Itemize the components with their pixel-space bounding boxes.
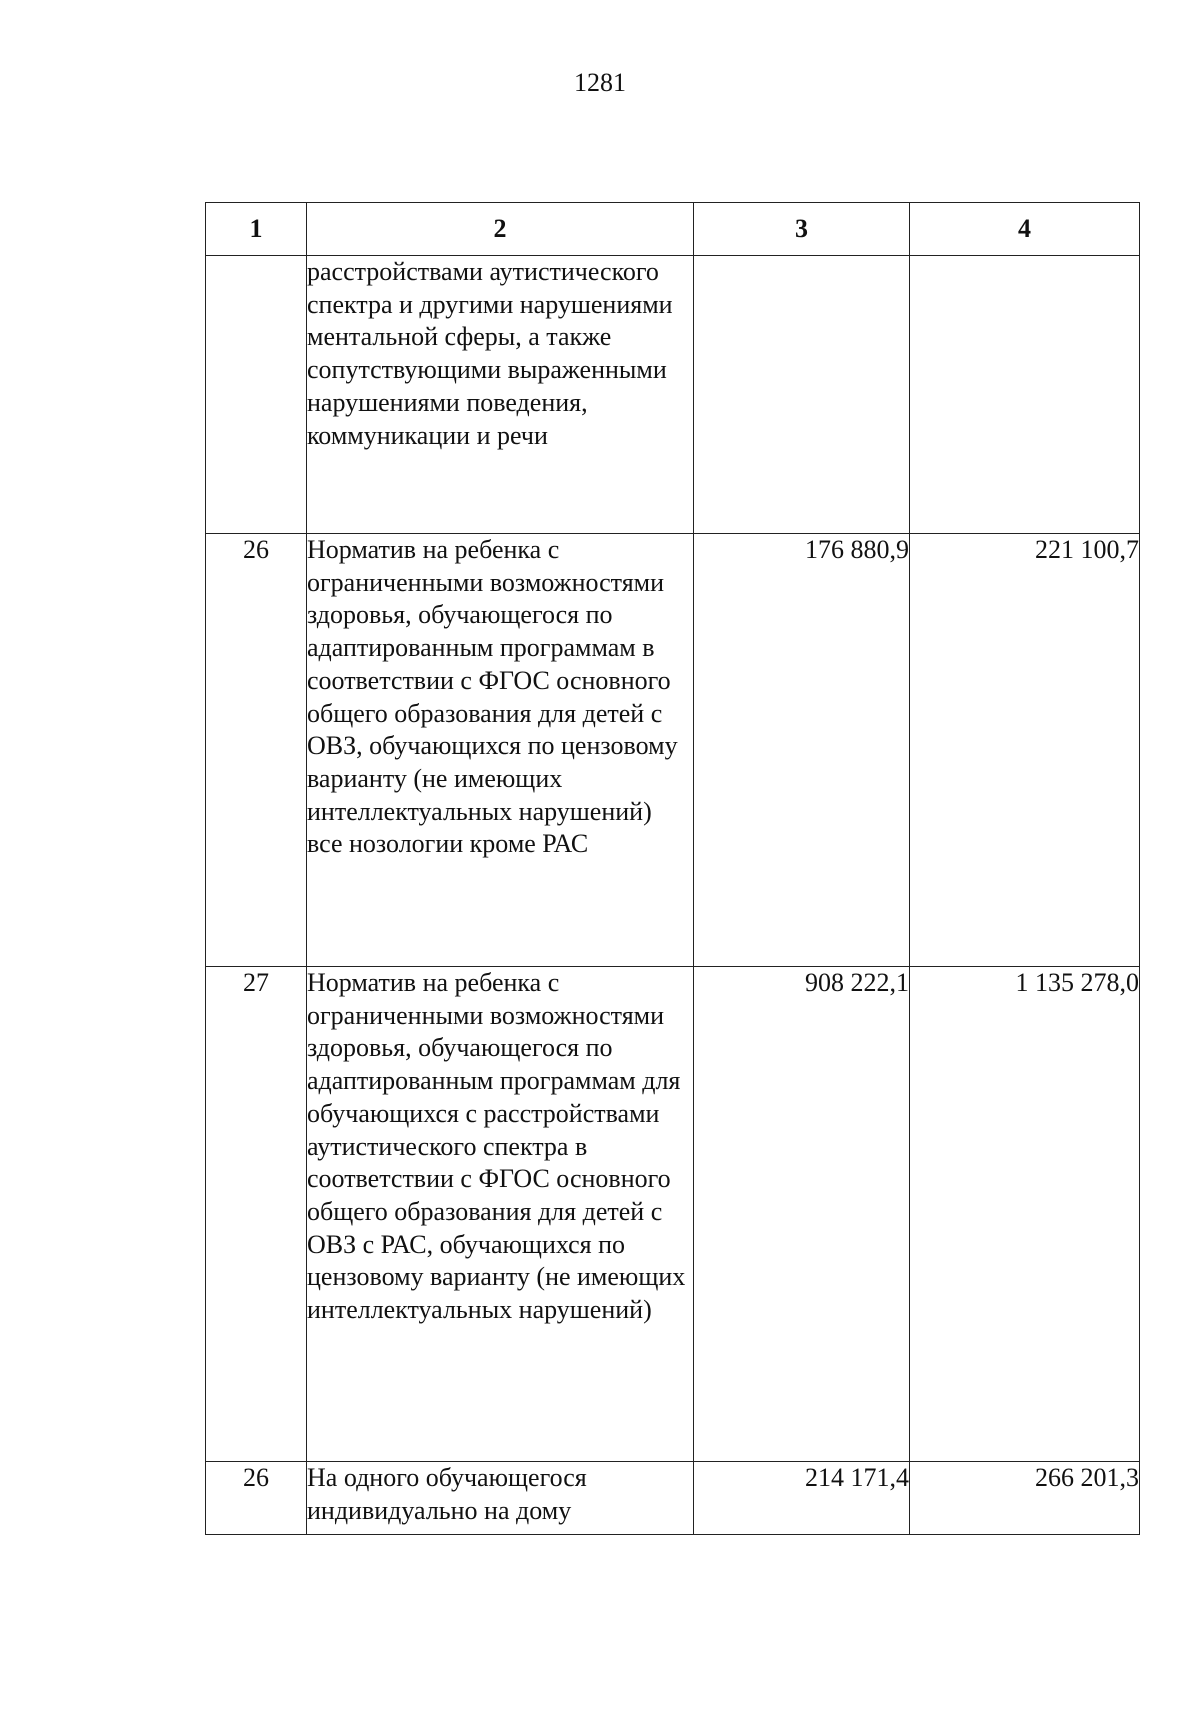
row-description: Норматив на ребенка с ограниченными возможностями здоровья, обучающегося по адаптированным программам в соответствии с ФГОС основного общего образования для детей с ОВЗ, обучающихся по цензовому варианту (не имеющих интеллектуальных нарушений) все нозологии кроме РАС	[307, 534, 694, 967]
row-value-col4: 221 100,7	[910, 534, 1140, 967]
row-value-col4: 266 201,3	[910, 1462, 1140, 1535]
row-description: На одного обучающегося индивидуально на дому	[307, 1462, 694, 1535]
table-row	[206, 534, 1140, 967]
row-value-col3	[694, 256, 910, 534]
row-value-col3: 908 222,1	[694, 967, 910, 1462]
standards-table	[205, 202, 1140, 1535]
column-header-2: 2	[307, 203, 694, 256]
table-row	[206, 256, 1140, 534]
row-value-col3: 176 880,9	[694, 534, 910, 967]
column-header-3: 3	[694, 203, 910, 256]
row-number	[206, 256, 307, 534]
table-row	[206, 1462, 1140, 1535]
row-number: 26	[206, 1462, 307, 1535]
row-value-col4	[910, 256, 1140, 534]
row-number: 27	[206, 967, 307, 1462]
table-header-row	[206, 203, 1140, 256]
column-header-4: 4	[910, 203, 1140, 256]
row-value-col3: 214 171,4	[694, 1462, 910, 1535]
table-row	[206, 967, 1140, 1462]
row-description: расстройствами аутистического спектра и другими нарушениями ментальной сферы, а также сопутствующими выраженными нарушениями поведения, коммуникации и речи	[307, 256, 694, 534]
column-header-1: 1	[206, 203, 307, 256]
row-value-col4: 1 135 278,0	[910, 967, 1140, 1462]
row-number: 26	[206, 534, 307, 967]
page-number: 1281	[574, 68, 626, 97]
row-description: Норматив на ребенка с ограниченными возможностями здоровья, обучающегося по адаптированным программам для обучающихся с расстройствами аутистического спектра в соответствии с ФГОС основного общего образования для детей с ОВЗ с РАС, обучающихся по цензовому варианту (не имеющих интеллектуальных нарушений)	[307, 967, 694, 1462]
